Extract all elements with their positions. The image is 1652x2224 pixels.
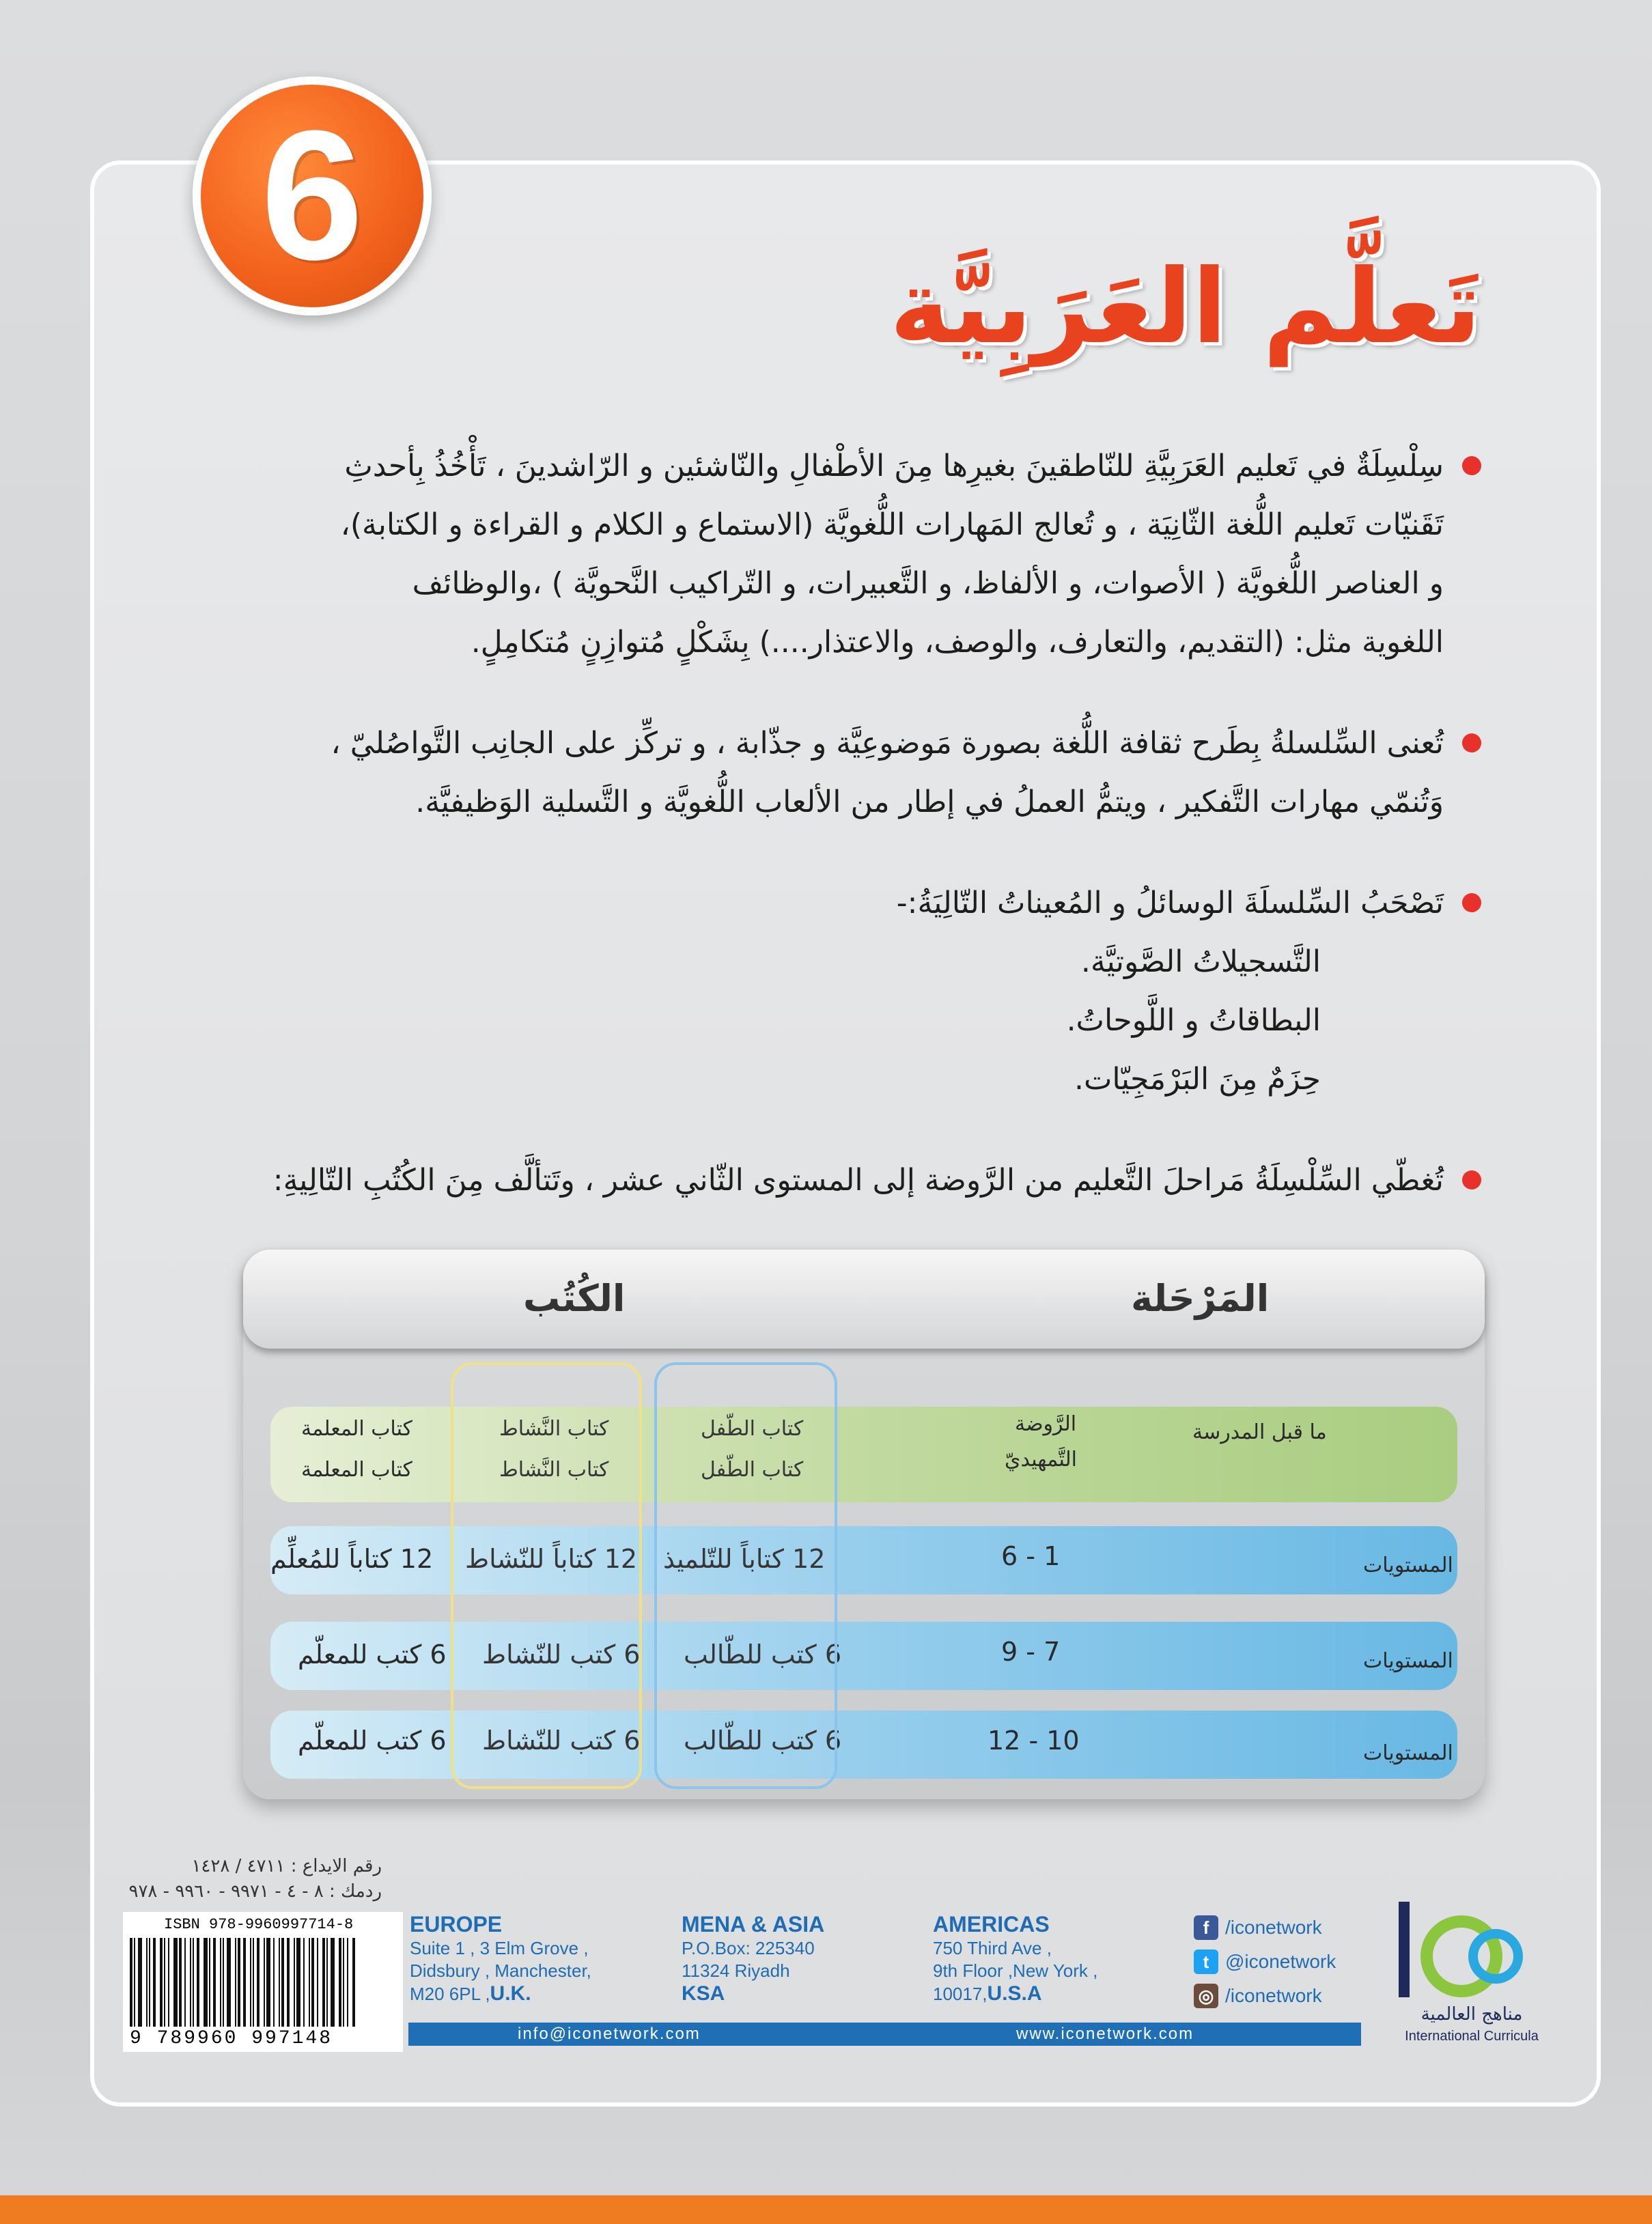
cell-student-books: 6 كتب للطّالب — [684, 1726, 842, 1756]
cell-teacher-books: 12 كتاباً للمُعلِّم — [270, 1544, 434, 1574]
address-line: 750 Third Ave , — [933, 1938, 1052, 1958]
barcode-bar — [168, 1938, 169, 2027]
table-row — [270, 1622, 1457, 1690]
barcode-bar — [238, 1938, 240, 2027]
level-number: 6 — [260, 93, 364, 298]
barcode-bar — [326, 1938, 328, 2027]
address-line: Didsbury , Manchester, — [410, 1960, 591, 1981]
barcode-bar — [235, 1938, 236, 2027]
address-line: M20 6PL , — [410, 1984, 490, 2004]
instagram-icon: ◎ — [1194, 1984, 1218, 2008]
barcode — [123, 1912, 403, 2052]
barcode-bar — [160, 1938, 163, 2027]
bullet-icon — [1462, 733, 1481, 752]
barcode-bar — [213, 1938, 216, 2027]
aid-item: التَّسجيلاتُ الصَّوتيَّة. — [1080, 944, 1321, 979]
country: U.S.A — [987, 1982, 1042, 2005]
cell-level-range: 10 - 12 — [988, 1726, 1080, 1756]
table-row-types — [270, 1407, 1457, 1502]
barcode-bar — [149, 1938, 150, 2027]
barcode-bar — [311, 1938, 314, 2027]
logo-arabic: مناهج العالمية — [1420, 2004, 1523, 2025]
barcode-bar — [138, 1938, 142, 2027]
barcode-bar — [352, 1938, 355, 2027]
barcode-bar — [331, 1938, 335, 2027]
header-stage: المَرْحَلة — [1131, 1277, 1270, 1320]
cell-activity-book: كتاب النَّشاط — [499, 1458, 609, 1482]
text-line: تَقَنيّات تَعليم اللُّغة الثّانِيَة ، و تُعالج المَهارات اللُّغويَّة (الاستماع و الكلام و القراءة و الكتابة)، — [340, 507, 1444, 542]
text-line: تُغطّي السِّلْسِلَةُ مَراحلَ التَّعليم من الرَّوضة إلى المستوى الثّاني عشر ، وتَتألَّف مِنَ الكُتُبِ التّالِيةِ: — [272, 1163, 1444, 1198]
activity-column-highlight — [451, 1362, 642, 1789]
ico-logo — [1393, 1902, 1550, 2052]
barcode-bar — [347, 1938, 348, 2027]
text-line: سِلْسِلَةٌ في تَعليم العَرَبِيَّةِ للنّاطقينَ بغيرِها مِنَ الأطْفالِ والنّاشئين و الرّاشدينَ ، تَأْخُذُ بِأحدثِ — [344, 449, 1444, 483]
deposit-number: رقم الايداع : ٤٧١١ / ١٤٢٨ — [191, 1856, 382, 1876]
barcode-bar — [227, 1938, 231, 2027]
facebook-icon: f — [1194, 1915, 1218, 1940]
cell-child-book: كتاب الطّفل — [701, 1417, 804, 1441]
region-mena — [682, 1912, 824, 2005]
cell-level-range: 1 - 6 — [1001, 1541, 1061, 1571]
barcode-bar — [339, 1938, 341, 2027]
barcode-bar — [243, 1938, 246, 2027]
cell-activity-books: 12 كتاباً للنّشاط — [465, 1544, 638, 1574]
cell-level-label: المستويات — [1363, 1741, 1453, 1765]
books-table — [243, 1250, 1485, 1799]
barcode-bar — [294, 1938, 295, 2027]
barcode-bar — [223, 1938, 224, 2027]
isbn-arabic: ردمك : ٨ - ٤ - ٩٩٧١ - ٩٩٦٠ - ٩٧٨ — [128, 1881, 382, 1902]
isbn-label: ISBN 978-9960997714-8 — [164, 1916, 354, 1933]
cell-activity-books: 6 كتب للنّشاط — [482, 1639, 641, 1670]
region-heading: MENA & ASIA — [682, 1912, 825, 1937]
student-column-highlight — [654, 1362, 837, 1789]
barcode-bar — [317, 1938, 318, 2027]
barcode-bar — [173, 1938, 178, 2027]
address-line: 9th Floor ,New York , — [933, 1960, 1098, 1981]
text-line: اللغوية مثل: (التقديم، والتعارف، والوصف، والاعتذار....) بِشَكْلٍ مُتوازِنٍ مُتكامِلٍ. — [471, 625, 1444, 660]
cell-level-label: المستويات — [1363, 1649, 1453, 1673]
barcode-bar — [250, 1938, 251, 2027]
bullet-culture — [197, 714, 1481, 832]
barcode-bar — [281, 1938, 284, 2027]
website-link[interactable]: www.iconetwork.com — [1016, 2025, 1194, 2043]
barcode-bar — [253, 1938, 254, 2027]
text-line: تَصْحَبُ السِّلسلَةَ الوسائلُ و المُعيناتُ التّالِيَةُ:- — [896, 886, 1444, 920]
header-books: الكُتُب — [523, 1277, 626, 1320]
email-link[interactable]: info@iconetwork.com — [518, 2025, 701, 2043]
cell-activity-books: 6 كتب للنّشاط — [482, 1726, 641, 1756]
bullet-coverage — [197, 1151, 1481, 1210]
text-line: تُعنى السِّلسلةُ بِطَرح ثقافة اللُّغة بصورة مَوضوعِيَّة و جذّابة ، و تركِّز على الجانِب التَّواصُليّ ، — [331, 726, 1444, 761]
barcode-bar — [146, 1938, 148, 2027]
cell-student-books: 6 كتب للطّالب — [684, 1639, 842, 1670]
barcode-bar — [322, 1938, 325, 2027]
book-title: تَعلَّم العَرَبِيَّة — [889, 248, 1481, 367]
contact-bar — [408, 2023, 1361, 2046]
logo-o-shape — [1468, 1929, 1523, 1984]
aid-item: البطاقاتُ و اللَّوحاتُ. — [1066, 1003, 1321, 1038]
facebook-link[interactable] — [1194, 1915, 1322, 1940]
barcode-bar — [303, 1938, 305, 2027]
barcode-bar — [266, 1938, 270, 2027]
twitter-icon: t — [1194, 1949, 1218, 1974]
barcode-bar — [184, 1938, 186, 2027]
barcode-bar — [179, 1938, 182, 2027]
description-list — [197, 437, 1481, 1252]
barcode-bar — [296, 1938, 300, 2027]
text-line: و العناصر اللُّغويَّة ( الأصوات، و الألفاظ، و التَّعبيرات، و التّراكيب النَّحويَّة ) ،والوظائف — [412, 566, 1444, 601]
cell-child-book: كتاب الطّفل — [701, 1458, 804, 1482]
instagram-handle: /iconetwork — [1225, 1985, 1322, 2006]
region-europe — [410, 1912, 591, 2005]
region-heading: AMERICAS — [933, 1912, 1050, 1937]
cell-teacher-book: كتاب المعلمة — [301, 1417, 412, 1441]
cell-level-range: 7 - 9 — [1001, 1637, 1061, 1667]
barcode-bar — [193, 1938, 194, 2027]
cell-kg: التَّمهيديّ — [1005, 1448, 1077, 1472]
barcode-bar — [204, 1938, 208, 2027]
region-heading: EUROPE — [410, 1912, 503, 1937]
barcode-bar — [197, 1938, 199, 2027]
region-americas — [933, 1912, 1097, 2005]
barcode-bar — [287, 1938, 290, 2027]
twitter-link[interactable] — [1194, 1949, 1336, 1974]
country: U.K. — [490, 1982, 531, 2005]
instagram-link[interactable] — [1194, 1984, 1322, 2008]
cell-level-label: المستويات — [1363, 1553, 1453, 1577]
bottom-orange-strip — [0, 2195, 1652, 2224]
barcode-bar — [130, 1938, 132, 2027]
logo-english: International Curricula — [1405, 2029, 1539, 2044]
country: KSA — [682, 1982, 725, 2005]
barcode-bar — [153, 1938, 156, 2027]
barcode-bars — [130, 1938, 396, 2027]
cell-preschool: ما قبل المدرسة — [1192, 1420, 1327, 1444]
cell-student-books: 12 كتاباً للتّلميذ — [663, 1544, 826, 1574]
table-row — [270, 1711, 1457, 1779]
barcode-bar — [273, 1938, 275, 2027]
barcode-bar — [343, 1938, 344, 2027]
barcode-bar — [279, 1938, 280, 2027]
barcode-bar — [264, 1938, 265, 2027]
logo-i-shape — [1399, 1902, 1410, 1997]
barcode-digits: 9 789960 997148 — [130, 2028, 333, 2049]
barcode-bar — [220, 1938, 221, 2027]
table-row — [270, 1526, 1457, 1594]
level-badge — [193, 76, 432, 315]
facebook-handle: /iconetwork — [1225, 1917, 1322, 1938]
cell-teacher-book: كتاب المعلمة — [301, 1458, 412, 1482]
address-line: P.O.Box: 225340 — [682, 1938, 815, 1958]
barcode-bar — [309, 1938, 310, 2027]
bullet-icon — [1462, 456, 1481, 475]
bullet-icon — [1462, 893, 1481, 912]
address-line: Suite 1 , 3 Elm Grove , — [410, 1938, 589, 1958]
table-header — [243, 1250, 1485, 1349]
barcode-bar — [164, 1938, 165, 2027]
bullet-intro — [197, 437, 1481, 672]
barcode-bar — [209, 1938, 210, 2027]
barcode-bar — [190, 1938, 191, 2027]
aid-item: حِزَمٌ مِنَ البَرْمَجِيّات. — [1074, 1062, 1321, 1097]
cell-teacher-books: 6 كتب للمعلّم — [298, 1726, 447, 1756]
twitter-handle: @iconetwork — [1225, 1951, 1336, 1972]
cell-teacher-books: 6 كتب للمعلّم — [298, 1639, 447, 1670]
cell-activity-book: كتاب النَّشاط — [499, 1417, 609, 1441]
barcode-bar — [134, 1938, 135, 2027]
bullet-aids — [197, 874, 1481, 1109]
bullet-icon — [1462, 1170, 1481, 1190]
barcode-bar — [257, 1938, 260, 2027]
address-line: 10017, — [933, 1984, 988, 2004]
text-line: وَتُنمّي مهارات التَّفكير ، ويتمُّ العملُ في إطار من الألعاب اللُّغويَّة و التَّسلية الوَظيفيَّة. — [415, 785, 1444, 819]
cell-kg: الرَّوضة — [1015, 1412, 1077, 1436]
address-line: 11324 Riyadh — [682, 1960, 790, 1981]
